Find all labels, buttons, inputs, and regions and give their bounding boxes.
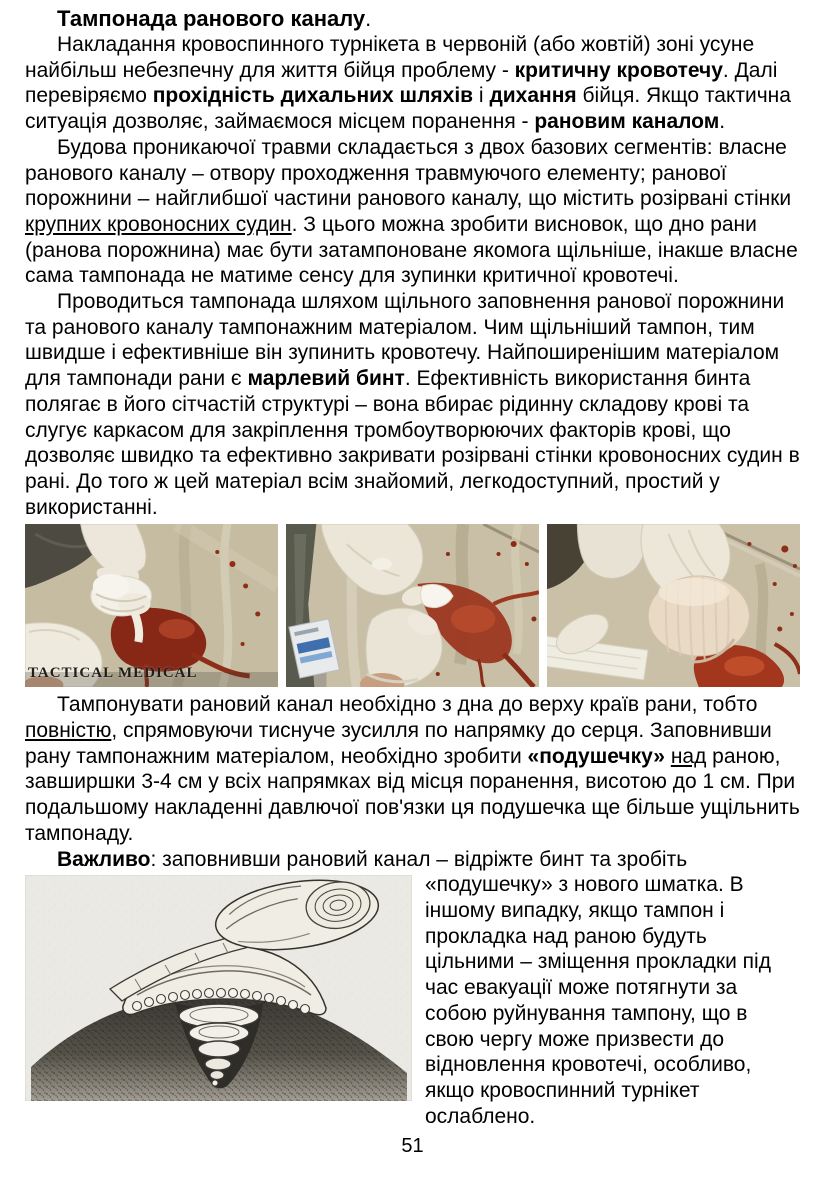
paragraph-tourniquet — [25, 32, 800, 135]
photo-bandage-pad — [547, 524, 800, 687]
paragraph-packing-direction — [25, 692, 800, 846]
page-number: 51 — [401, 1135, 424, 1158]
text-run: : заповнивши рановий канал – відріжте бинт та зробіть — [150, 847, 688, 871]
page-title — [25, 5, 800, 32]
text-run: і — [473, 84, 490, 108]
tactical-medical-watermark: TACTICAL MEDICAL — [28, 665, 198, 682]
photo-gauze-insertion — [25, 524, 278, 687]
text-run-underline: крупних кровоносних судин — [25, 212, 292, 236]
text-run: раною, завширшки 3-4 см у всіх напрямках від місця поранення, висотою до 1 см. При подальшому накладенні давлючої пов'язки ця подушечка ще більше ущільнить тампонаду. — [25, 744, 800, 845]
text-run: . Далі перевіряємо — [25, 58, 778, 108]
text-run: Накладання кровоспинного турнікета в червоній (або жовтій) зоні усуне найбільш небезпечну для життя бійця проблему - — [25, 33, 755, 82]
photo-finger-packing — [286, 524, 539, 687]
text-run-bold: рановим каналом — [534, 110, 720, 134]
text-run-bold: критичну кровотечу — [514, 58, 723, 82]
paragraph-packing-material — [25, 289, 800, 520]
text-run: . Ефективність використання бинта полягає в його сітчастій структурі – вона вбирає рідинну складову крові та слугує каркасом для закріплення тромбоутворюючих факторів крові, що дозволяє швидко та ефективно закривати розірвані стінки кровоносних судин в рані. До того ж цей матеріал всім знайомий, легкодоступний, простий у використанні. — [25, 367, 800, 519]
illustration-graphic — [25, 875, 412, 1101]
photo-1-graphic — [25, 524, 278, 687]
paragraph-important-note — [25, 847, 800, 1130]
title-text: Тампонада ранового каналу — [57, 6, 366, 31]
wound-packing-photo-strip — [25, 524, 800, 687]
title-period: . — [365, 6, 372, 31]
paragraph-wound-structure — [25, 135, 800, 289]
text-run-bold: «подушечку» — [527, 744, 665, 768]
text-run: «подушечку» з нового шматка. В іншому випадку, якщо тампон і прокладка над раною будуть цільними – зміщення прокладки під час евакуації може потягнути за собою руйнування тампону, що в свою чергу може призвести до відновлення кровотечі, особливо, якщо кровоспинний турнікет ослаблено. — [425, 873, 771, 1128]
important-label: Важливо — [57, 847, 151, 871]
photo-2-graphic — [286, 524, 539, 687]
text-run: , спрямовуючи тиснуче зусилля по напрямку до серця. Заповнивши рану тампонажним матеріалом, необхідно зробити — [25, 719, 772, 768]
text-run: . — [719, 110, 726, 134]
text-run-bold: дихання — [489, 84, 577, 108]
text-run-underline: повністю — [25, 719, 112, 743]
text-run: Тампонувати рановий канал необхідно з дна до верху країв рани, тобто — [57, 693, 758, 717]
text-run-underline: над — [670, 744, 707, 768]
wound-cross-section-illustration — [25, 875, 412, 1101]
photo-3-graphic — [547, 524, 800, 687]
text-run: бійця. Якщо тактична ситуація дозволяє, займаємося місцем поранення - — [25, 84, 791, 134]
text-run-bold: прохідність дихальних шляхів — [152, 84, 474, 108]
text-run-bold: марлевий бинт — [247, 367, 405, 391]
text-run: . З цього можна зробити висновок, що дно рани (ранова порожнина) має бути затампоноване якомога щільніше, інакше власне сама тампонада не матиме сенсу для зупинки критичної кровотечі. — [25, 212, 798, 288]
text-run: Будова проникаючої травми складається з двох базових сегментів: власне ранового каналу – отвору проходження травмуючого елементу; ранової порожнини – найглибшої частини ранового каналу, що містить розірвані стінки — [25, 135, 792, 211]
text-run: Проводиться тампонада шляхом щільного заповнення ранової порожнини та ранового каналу тампонажним матеріалом. Чим щільніший тампон, тим швидше і ефективніше він зупинить кровотечу. Найпоширенішим матеріалом для тампонади рани є — [25, 290, 785, 391]
